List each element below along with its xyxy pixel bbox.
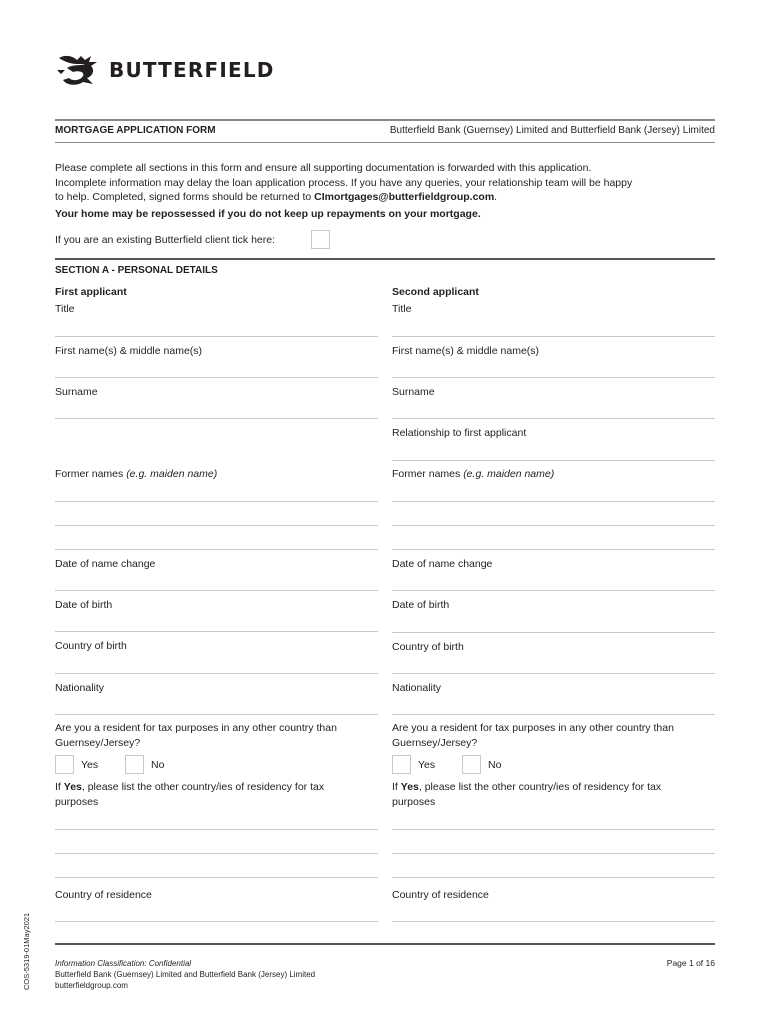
first-country-birth-label: Country of birth xyxy=(55,640,127,652)
intro-line-2: Incomplete information may delay the loan application process. If you have any queries, your relationship team will be happy xyxy=(55,176,633,189)
return-email-link[interactable]: CImortgages@butterfieldgroup.com xyxy=(314,191,495,203)
second-names-label: First name(s) & middle name(s) xyxy=(392,345,540,357)
second-relationship-field[interactable] xyxy=(392,460,715,461)
first-dob-field[interactable] xyxy=(55,631,378,632)
second-date-name-change-label: Date of name change xyxy=(392,558,493,570)
footer-website[interactable]: butterfieldgroup.com xyxy=(55,981,128,990)
document-code: COS-5319-01May2021 xyxy=(22,912,31,990)
first-surname-field[interactable] xyxy=(55,418,378,419)
second-surname-field[interactable] xyxy=(392,418,715,419)
first-country-residence-label: Country of residence xyxy=(55,889,152,901)
section-a-title: SECTION A - PERSONAL DETAILS xyxy=(55,265,218,276)
first-former-names-label: Former names (e.g. maiden name) xyxy=(55,468,218,480)
second-nationality-label: Nationality xyxy=(392,682,442,694)
first-nationality-field[interactable] xyxy=(55,714,378,715)
first-former-names-field-3[interactable] xyxy=(55,549,378,550)
first-tax-no-label: No xyxy=(151,759,165,771)
header-entity: Butterfield Bank (Guernsey) Limited and Butterfield Bank (Jersey) Limited xyxy=(389,125,715,136)
second-former-names-field-3[interactable] xyxy=(392,549,715,550)
second-names-field[interactable] xyxy=(392,377,715,378)
second-former-names-field-1[interactable] xyxy=(392,501,715,502)
second-former-names-field-2[interactable] xyxy=(392,525,715,526)
header-top-rule xyxy=(55,119,715,121)
first-names-field[interactable] xyxy=(55,377,378,378)
first-date-name-change-label: Date of name change xyxy=(55,558,156,570)
first-tax-yes-checkbox[interactable] xyxy=(55,755,74,774)
existing-client-checkbox[interactable] xyxy=(311,230,330,249)
second-tax-no-checkbox[interactable] xyxy=(462,755,481,774)
form-header xyxy=(55,125,715,136)
footer-rule xyxy=(55,943,715,945)
first-nationality-label: Nationality xyxy=(55,682,105,694)
footer-classification: Information Classification: Confidential xyxy=(55,959,192,968)
second-date-name-change-field[interactable] xyxy=(392,590,715,591)
first-tax-countries-field-1[interactable] xyxy=(55,829,378,830)
brand-name: BUTTERFIELD xyxy=(109,58,275,82)
second-former-names-label: Former names (e.g. maiden name) xyxy=(392,468,555,480)
second-country-birth-field[interactable] xyxy=(392,673,715,674)
first-surname-label: Surname xyxy=(55,386,98,398)
intro-text xyxy=(55,161,715,205)
second-relationship-label: Relationship to first applicant xyxy=(392,427,527,439)
intro-line-3: to help. Completed, signed forms should be returned to CImortgages@butterfieldgroup.com. xyxy=(55,191,498,203)
second-title-field[interactable] xyxy=(392,336,715,337)
second-surname-label: Surname xyxy=(392,386,435,398)
second-country-residence-field[interactable] xyxy=(392,921,715,922)
second-tax-question: Are you a resident for tax purposes in any other country than Guernsey/Jersey? xyxy=(392,722,674,749)
first-dob-label: Date of birth xyxy=(55,599,113,611)
second-tax-countries-field-1[interactable] xyxy=(392,829,715,830)
section-a-rule xyxy=(55,258,715,260)
first-tax-no-checkbox[interactable] xyxy=(125,755,144,774)
existing-client-label: If you are an existing Butterfield client tick here: xyxy=(55,234,276,246)
repossession-warning: Your home may be repossessed if you do not keep up repayments on your mortgage. xyxy=(55,208,481,220)
second-tax-countries-field-3[interactable] xyxy=(392,877,715,878)
first-country-residence-field[interactable] xyxy=(55,921,378,922)
page-number: Page 1 of 16 xyxy=(666,958,715,968)
second-applicant-heading: Second applicant xyxy=(392,286,479,298)
second-tax-yes-checkbox[interactable] xyxy=(392,755,411,774)
form-title: MORTGAGE APPLICATION FORM xyxy=(55,125,216,136)
intro-line-1: Please complete all sections in this form and ensure all supporting documentation is forwarded with this application. xyxy=(55,162,592,174)
footer-info xyxy=(55,958,315,991)
second-dob-field[interactable] xyxy=(392,632,715,633)
first-title-label: Title xyxy=(55,303,75,315)
footer-entity: Butterfield Bank (Guernsey) Limited and Butterfield Bank (Jersey) Limited xyxy=(55,970,316,979)
second-tax-countries-field-2[interactable] xyxy=(392,853,715,854)
second-title-label: Title xyxy=(392,303,412,315)
first-tax-yes-label: Yes xyxy=(81,759,99,771)
second-tax-yes-label: Yes xyxy=(418,759,436,771)
first-tax-countries-field-2[interactable] xyxy=(55,853,378,854)
first-former-names-field-1[interactable] xyxy=(55,501,378,502)
first-names-label: First name(s) & middle name(s) xyxy=(55,345,203,357)
first-country-birth-field[interactable] xyxy=(55,673,378,674)
first-title-field[interactable] xyxy=(55,336,378,337)
first-former-names-field-2[interactable] xyxy=(55,525,378,526)
first-applicant-heading: First applicant xyxy=(55,286,127,298)
second-country-birth-label: Country of birth xyxy=(392,641,464,653)
header-bottom-rule xyxy=(55,142,715,143)
first-date-name-change-field[interactable] xyxy=(55,590,378,591)
second-dob-label: Date of birth xyxy=(392,599,450,611)
first-tax-question: Are you a resident for tax purposes in any other country than Guernsey/Jersey? xyxy=(55,722,337,749)
first-tax-countries-label: If Yes, please list the other country/ies of residency for tax purposes xyxy=(55,781,325,808)
second-country-residence-label: Country of residence xyxy=(392,889,489,901)
second-tax-no-label: No xyxy=(488,759,502,771)
first-tax-countries-field-3[interactable] xyxy=(55,877,378,878)
second-nationality-field[interactable] xyxy=(392,714,715,715)
butterfield-dragon-icon xyxy=(55,52,101,88)
brand-logo xyxy=(55,52,275,88)
second-tax-countries-label: If Yes, please list the other country/ies of residency for tax purposes xyxy=(392,781,662,808)
